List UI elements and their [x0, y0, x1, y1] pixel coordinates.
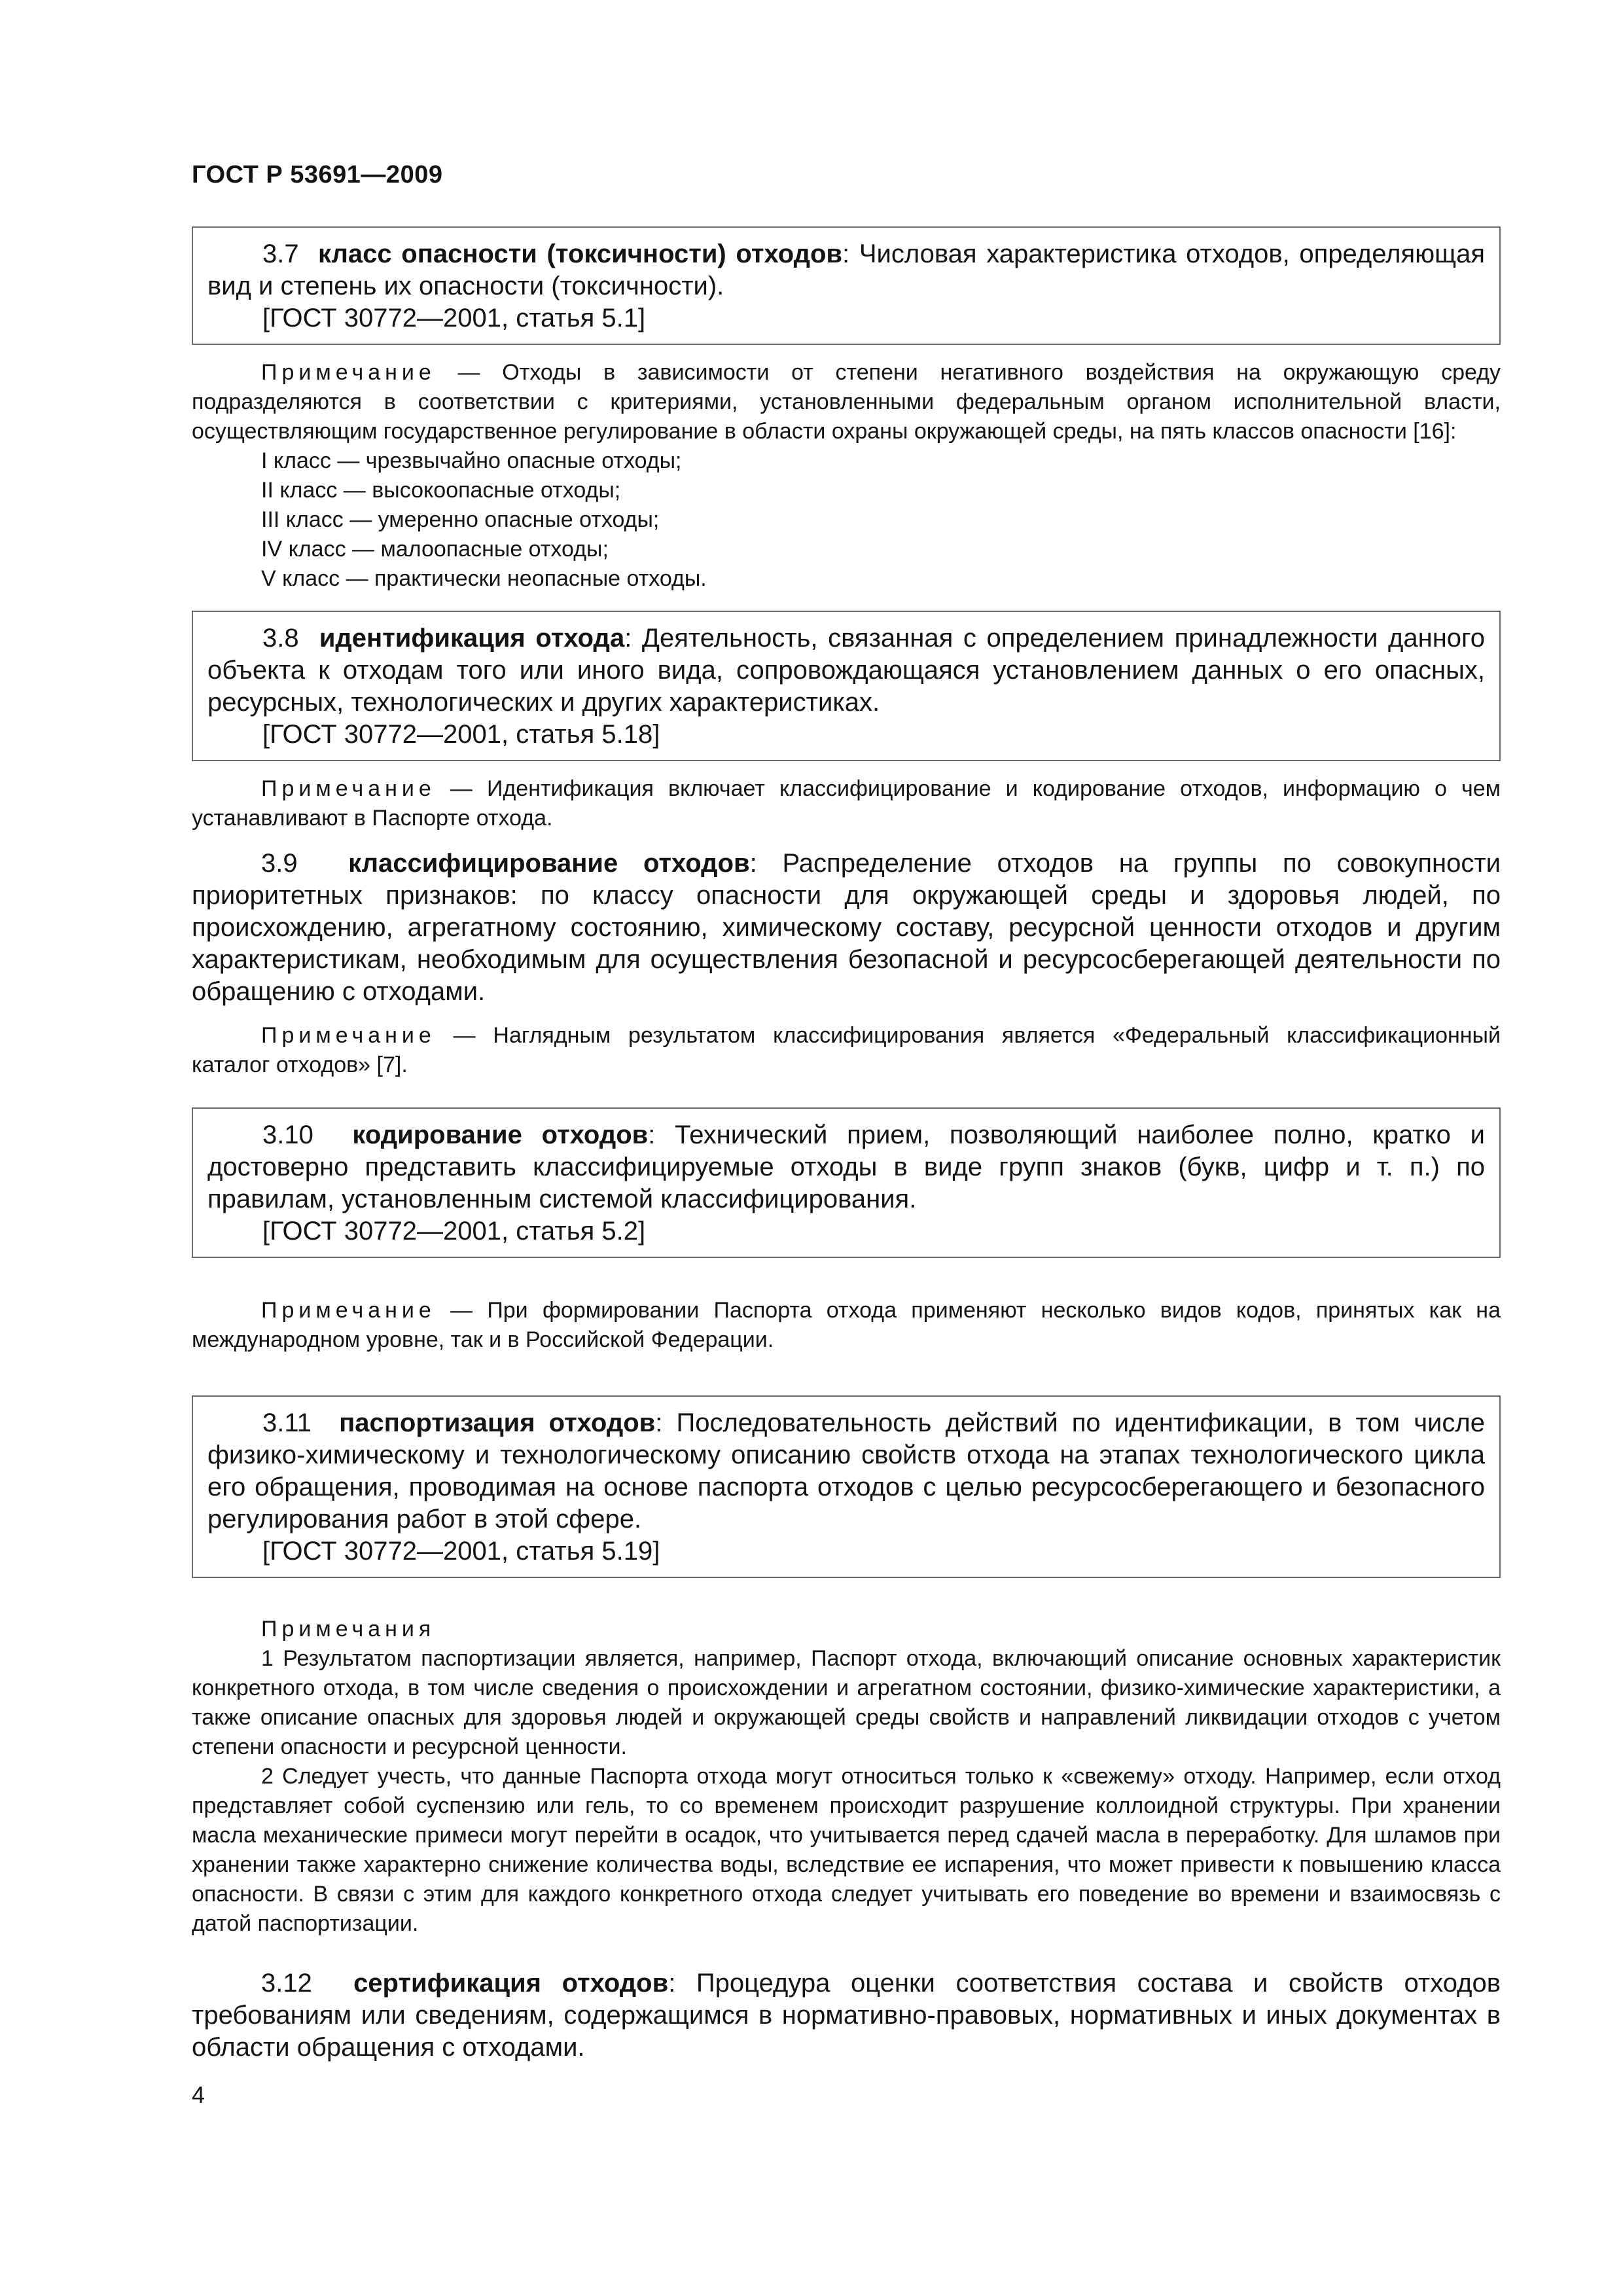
- hazard-class-item: IV класс — малоопасные отходы;: [261, 537, 609, 562]
- term-title: кодирование отходов: [352, 1121, 649, 1149]
- note-text: [192, 1296, 1501, 1355]
- term-definition: : Распределение отходов на группы по совокупности приоритетных признаков: по классу опасности для окружающей среды и здоровья людей, по происхождению, агрегатному состоянию, химическому составу, ресурсной ценности отходов и другим характеристикам, необходимым для осуществления безопасной и ресурсосберегающей деятельности по обращению с отходами.: [192, 849, 1501, 1006]
- note-label: Примечание: [261, 776, 436, 801]
- hazard-class-item: II класс — высокоопасные отходы;: [261, 478, 621, 503]
- term-number: 3.7: [262, 240, 299, 268]
- definition-text: [207, 1119, 1485, 1215]
- notes-label-line: [192, 1615, 1501, 1644]
- definition-3-9: [192, 848, 1501, 1008]
- definition-text: [207, 622, 1485, 719]
- page-number: 4: [192, 2081, 205, 2108]
- term-definition: : Числовая характеристика отходов, определяющая вид и степень их опасности (токсичности).: [207, 240, 1485, 300]
- note-label: Примечание: [261, 1298, 436, 1323]
- definition-text: [207, 238, 1485, 302]
- definition-box-3-10: [192, 1107, 1501, 1258]
- source-reference: [ГОСТ 30772—2001, статья 5.18]: [262, 720, 660, 749]
- note-body: — Идентификация включает классифицирование и кодирование отходов, информацию о чем устанавливают в Паспорте отхода.: [192, 776, 1501, 831]
- term-title: класс опасности (токсичности) отходов: [317, 240, 843, 268]
- note-3-10: [192, 1296, 1501, 1355]
- source-reference: [ГОСТ 30772—2001, статья 5.2]: [262, 1217, 646, 1246]
- notes-3-11: [192, 1615, 1501, 1939]
- note-text: [192, 358, 1501, 446]
- note-3-8: [192, 774, 1501, 833]
- document-body: [192, 226, 1501, 2064]
- note-3-9: [192, 1021, 1501, 1080]
- notes-label: Примечания: [261, 1617, 436, 1641]
- note-item: 2 Следует учесть, что данные Паспорта отхода могут относиться только к «свежему» отходу. Например, если отход представляет собой суспензию или гель, то со временем происходит разрушение коллоидной структуры. При хранении масла механические примеси могут перейти в осадок, что учитывается перед сдачей масла в переработку. Для шламов при хранении также характерно снижение количества воды, вследствие ее испарения, что может привести к повышению класса опасности. В связи с этим для каждого конкретного отхода следует учитывать его поведение во времени и взаимосвязь с датой паспортизации.: [192, 1764, 1501, 1936]
- term-number: 3.12: [261, 1969, 312, 1998]
- term-title: паспортизация отходов: [339, 1408, 656, 1437]
- note-item: 1 Результатом паспортизации является, например, Паспорт отхода, включающий описание основных характеристик конкретного отхода, в том числе сведения о происхождении и агрегатном состоянии, физико-химические характеристики, а также описание опасных для здоровья людей и окружающей среды свойств и направлений ликвидации отходов с учетом степени опасности и ресурсной ценности.: [192, 1646, 1501, 1759]
- note-body: — Наглядным результатом классифицирования является «Федеральный классификационный каталог отходов» [7].: [192, 1023, 1501, 1077]
- hazard-class-item: I класс — чрезвычайно опасные отходы;: [261, 448, 682, 473]
- term-title: сертификация отходов: [353, 1969, 669, 1998]
- note-text: [192, 774, 1501, 833]
- term-definition: : Технический прием, позволяющий наиболее полно, кратко и достоверно представить классифицируемые отходы в виде групп знаков (букв, цифр и т. п.) по правилам, установленным системой классифицирования.: [207, 1121, 1486, 1213]
- note-body: — При формировании Паспорта отхода применяют несколько видов кодов, принятых как на международном уровне, так и в Российской Федерации.: [192, 1298, 1501, 1352]
- term-title: классифицирование отходов: [348, 849, 750, 878]
- definition-box-3-8: [192, 611, 1501, 761]
- note-label: Примечание: [261, 360, 436, 385]
- hazard-class-item: III класс — умеренно опасные отходы;: [261, 507, 660, 532]
- note-3-7: [192, 358, 1501, 594]
- note-text: [192, 1021, 1501, 1080]
- term-definition: : Последовательность действий по идентификации, в том числе физико-химическому и технологическому описанию свойств отхода на этапах технологического цикла его обращения, проводимая на основе паспорта отходов с целью ресурсосберегающего и безопасного регулирования работ в этой сфере.: [207, 1408, 1485, 1534]
- definition-3-12: [192, 1967, 1501, 2064]
- definition-box-3-11: [192, 1395, 1501, 1578]
- hazard-class-item: V класс — практически неопасные отходы.: [261, 566, 707, 591]
- note-body: — Отходы в зависимости от степени негативного воздействия на окружающую среду подразделяются в соответствии с критериями, установленными федеральным органом исполнительной власти, осуществляющим государственное регулирование в области охраны окружающей среды, на пять классов опасности [16]:: [192, 360, 1501, 444]
- term-number: 3.8: [262, 624, 299, 653]
- term-definition: : Деятельность, связанная с определением принадлежности данного объекта к отходам того или иного вида, сопровождающаяся установлением данных о его опасных, ресурсных, технологических и других характеристиках.: [207, 624, 1485, 717]
- term-number: 3.9: [261, 849, 298, 878]
- source-reference: [ГОСТ 30772—2001, статья 5.19]: [262, 1537, 660, 1566]
- definition-box-3-7: [192, 226, 1501, 345]
- definition-text: [207, 1407, 1485, 1535]
- term-number: 3.11: [262, 1408, 312, 1437]
- note-label: Примечание: [261, 1023, 436, 1048]
- term-number: 3.10: [262, 1121, 313, 1149]
- document-code-header: ГОСТ Р 53691—2009: [192, 161, 443, 188]
- source-reference: [ГОСТ 30772—2001, статья 5.1]: [262, 304, 646, 332]
- term-title: идентификация отхода: [319, 624, 625, 653]
- term-definition: : Процедура оценки соответствия состава и свойств отходов требованиям или сведениям, содержащимся в нормативно-правовых, нормативных и иных документах в области обращения с отходами.: [192, 1969, 1501, 2062]
